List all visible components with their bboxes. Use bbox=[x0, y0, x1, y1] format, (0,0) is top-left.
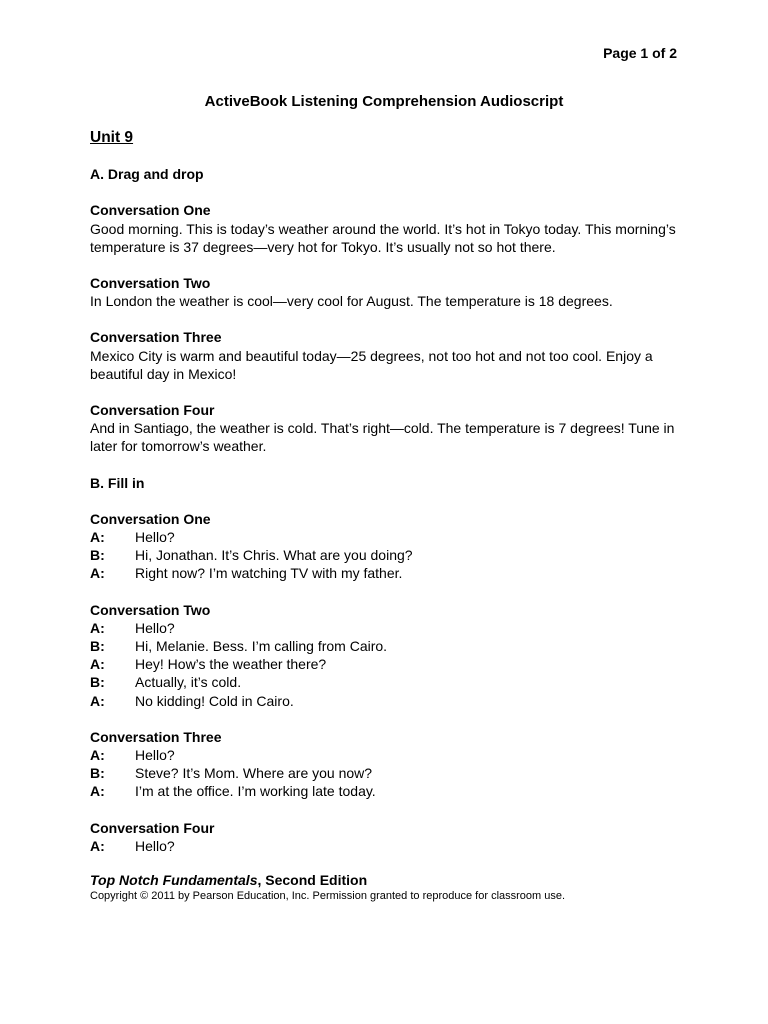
speaker-label: B: bbox=[90, 674, 105, 691]
dialogue-line bbox=[90, 619, 690, 637]
dialogue-line bbox=[90, 546, 690, 564]
dialogue-text: I’m at the office. I’m working late today. bbox=[135, 783, 376, 800]
section-a-conversation-one bbox=[90, 201, 690, 256]
section-a-conversation-four bbox=[90, 401, 690, 456]
dialogue-text: Right now? I’m watching TV with my father. bbox=[135, 565, 403, 582]
speaker-label: B: bbox=[90, 765, 105, 782]
page-number: Page 1 of 2 bbox=[603, 45, 677, 61]
dialogue-line bbox=[90, 837, 690, 855]
conversation-text: And in Santiago, the weather is cold. That’s right—cold. The temperature is 7 degrees! Tune in later for tomorrow’s weather. bbox=[90, 420, 675, 455]
dialogue-line bbox=[90, 637, 690, 655]
dialogue-text: Hi, Jonathan. It’s Chris. What are you doing? bbox=[135, 547, 413, 564]
speaker-label: A: bbox=[90, 565, 105, 582]
speaker-label: A: bbox=[90, 529, 105, 546]
dialogue-line bbox=[90, 528, 690, 546]
dialogue-text: Hello? bbox=[135, 529, 175, 546]
unit-heading: Unit 9 bbox=[90, 129, 134, 146]
section-a bbox=[90, 165, 690, 455]
conversation-title: Conversation Four bbox=[90, 819, 215, 836]
speaker-label: A: bbox=[90, 656, 105, 673]
page-footer bbox=[90, 871, 710, 903]
copyright-notice: Copyright © 2011 by Pearson Education, Inc. Permission granted to reproduce for classroom use. bbox=[90, 890, 566, 902]
dialogue-line bbox=[90, 655, 690, 673]
dialogue-text: No kidding! Cold in Cairo. bbox=[135, 692, 294, 709]
dialogue-line bbox=[90, 564, 690, 582]
section-b-conversation-three bbox=[90, 728, 690, 801]
conversation-title: Conversation Two bbox=[90, 275, 211, 292]
speaker-label: A: bbox=[90, 747, 105, 764]
book-edition: , Second Edition bbox=[257, 872, 368, 888]
section-a-conversation-three bbox=[90, 328, 690, 383]
dialogue-line bbox=[90, 764, 690, 782]
conversation-title: Conversation Four bbox=[90, 402, 215, 419]
dialogue-text: Hello? bbox=[135, 837, 175, 854]
conversation-title: Conversation Two bbox=[90, 601, 211, 618]
dialogue-text: Steve? It’s Mom. Where are you now? bbox=[135, 765, 373, 782]
section-b-conversation-two bbox=[90, 601, 690, 710]
document-title: ActiveBook Listening Comprehension Audioscript bbox=[204, 93, 564, 110]
speaker-label: A: bbox=[90, 619, 105, 636]
speaker-label: B: bbox=[90, 547, 105, 564]
dialogue-line bbox=[90, 746, 690, 764]
dialogue-text: Actually, it’s cold. bbox=[135, 674, 242, 691]
conversation-text: Good morning. This is today’s weather around the world. It’s hot in Tokyo today. This morning’s temperature is 37 degrees—very hot for Tokyo. It’s usually not so hot there. bbox=[90, 220, 676, 255]
speaker-label: A: bbox=[90, 692, 105, 709]
section-a-conversation-two bbox=[90, 274, 690, 310]
dialogue-text: Hi, Melanie. Bess. I’m calling from Cairo. bbox=[135, 638, 388, 655]
dialogue-line bbox=[90, 692, 690, 710]
conversation-title: Conversation Three bbox=[90, 329, 222, 346]
section-b-conversation-four bbox=[90, 819, 690, 855]
dialogue-text: Hey! How’s the weather there? bbox=[135, 656, 327, 673]
book-title-line bbox=[90, 871, 710, 889]
section-a-title: A. Drag and drop bbox=[90, 166, 204, 183]
section-b bbox=[90, 474, 690, 855]
speaker-label: A: bbox=[90, 837, 105, 854]
speaker-label: B: bbox=[90, 638, 105, 655]
section-b-conversation-one bbox=[90, 510, 690, 583]
dialogue-text: Hello? bbox=[135, 747, 175, 764]
dialogue-line bbox=[90, 673, 690, 691]
book-title: Top Notch Fundamentals bbox=[90, 872, 258, 888]
conversation-text: In London the weather is cool—very cool for August. The temperature is 18 degrees. bbox=[90, 293, 613, 310]
dialogue-line bbox=[90, 782, 690, 800]
conversation-title: Conversation One bbox=[90, 202, 211, 219]
conversation-text: Mexico City is warm and beautiful today—25 degrees, not too hot and not too cool. Enjoy a beautiful day in Mexico! bbox=[90, 347, 653, 382]
section-b-title: B. Fill in bbox=[90, 474, 145, 491]
dialogue-text: Hello? bbox=[135, 619, 175, 636]
conversation-title: Conversation One bbox=[90, 510, 211, 527]
conversation-title: Conversation Three bbox=[90, 728, 222, 745]
speaker-label: A: bbox=[90, 783, 105, 800]
document-body bbox=[90, 129, 690, 873]
